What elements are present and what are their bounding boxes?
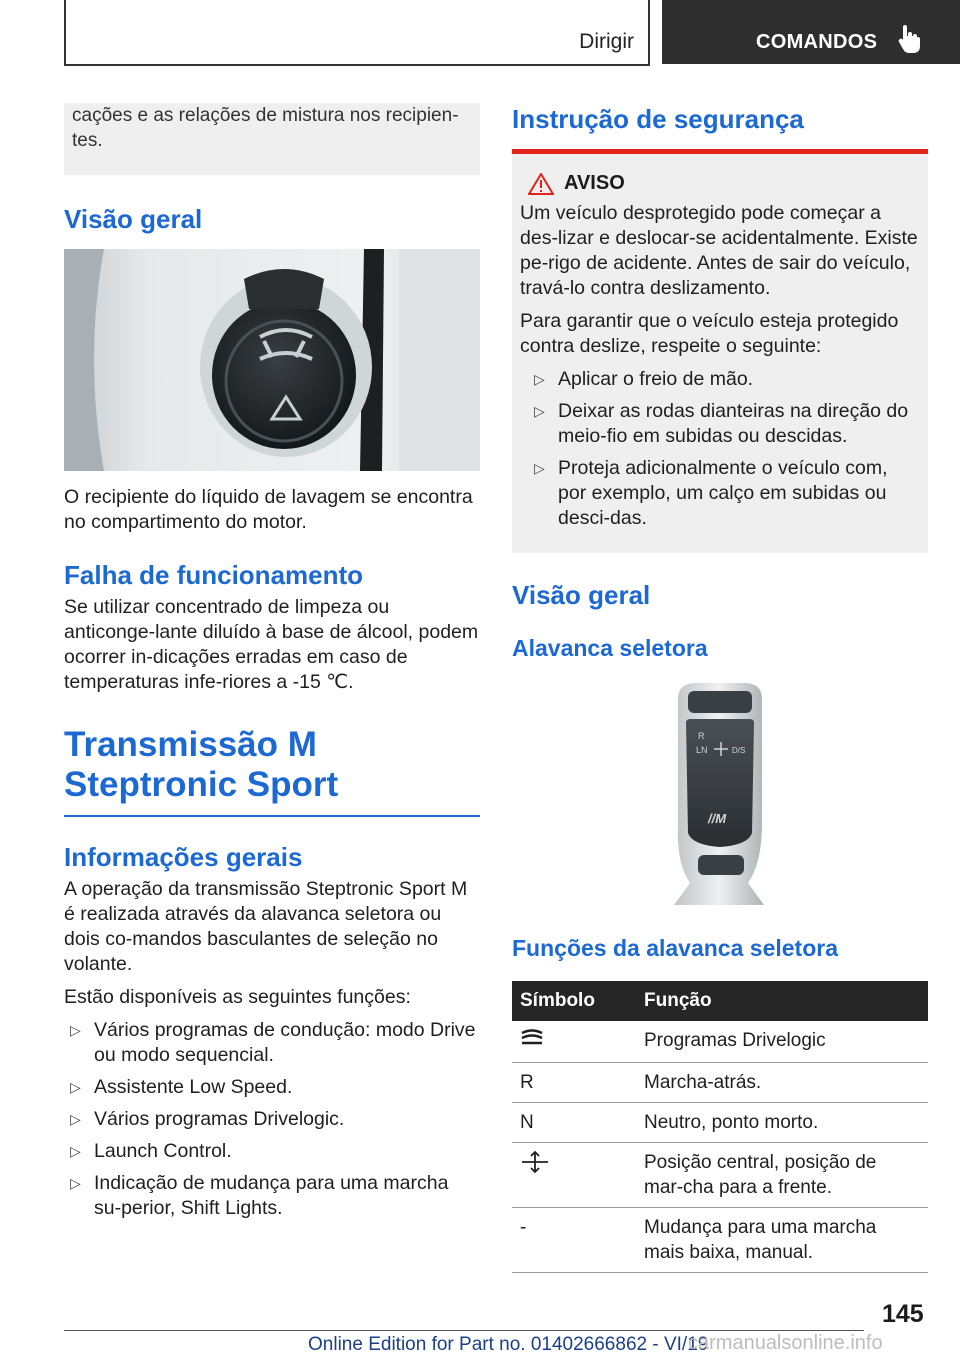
alavanca-heading: Alavanca seletora (512, 635, 708, 661)
table-cell-function: Posição central, posição de mar-cha para a frente. (636, 1143, 928, 1208)
table-header-row (512, 981, 928, 1021)
triangle-bullet-icon: ▷ (70, 1111, 81, 1127)
footer-rule (64, 1330, 864, 1331)
footer-watermark: carmanualsonline.info (688, 1332, 883, 1354)
warning-box (512, 149, 928, 553)
list-item: ▷ Aplicar o freio de mão. (534, 368, 754, 390)
table-header-symbol: Símbolo (512, 981, 636, 1021)
hand-pointer-icon (898, 25, 920, 53)
list-item: ▷ Proteja adicionalmente o veículo com, por exemplo, um calço em subidas ou desci-das. (534, 457, 888, 529)
triangle-bullet-icon: ▷ (534, 460, 545, 476)
triangle-bullet-icon: ▷ (70, 1175, 81, 1191)
triangle-bullet-icon: ▷ (70, 1079, 81, 1095)
table-cell-function: Marcha-atrás. (636, 1063, 928, 1103)
center-position-icon (520, 1150, 550, 1174)
continuation-box (64, 103, 480, 175)
safety-heading: Instrução de segurança (512, 104, 804, 134)
functions-intro: Estão disponíveis as seguintes funções: (64, 986, 411, 1008)
header-chapter-label: COMANDOS (756, 31, 878, 53)
washer-reservoir-photo (64, 249, 480, 471)
table-cell-function: Programas Drivelogic (636, 1021, 928, 1063)
continuation-text: cações e as relações de mistura nos recipien-tes. (72, 105, 459, 151)
warning-list (528, 367, 920, 531)
svg-text:R: R (698, 731, 705, 741)
warning-label: AVISO (564, 172, 625, 194)
page-number: 145 (882, 1300, 924, 1328)
warning-paragraph-1: Um veículo desprotegido pode começar a des-lizar e deslocar-se acidentalmente. Existe pe-rigo de acidente. Antes de sair do veículo, travá-lo contra deslizamento. (520, 202, 918, 299)
visao-geral-heading: Visão geral (64, 204, 203, 234)
triangle-bullet-icon: ▷ (70, 1143, 81, 1159)
table-cell-symbol: N (512, 1103, 636, 1143)
functions-table (512, 981, 928, 1273)
table-header-function: Função (636, 981, 928, 1021)
left-column (64, 103, 480, 1228)
info-gerais-text: A operação da transmissão Steptronic Sport M é realizada através da alavanca seletora ou dois co-mandos basculantes de seleção no volante. (64, 878, 468, 975)
footer-edition: Online Edition for Part no. 01402666862 - VI/19 (308, 1334, 709, 1355)
right-column (512, 103, 928, 1273)
drivelogic-icon (520, 1028, 544, 1048)
triangle-bullet-icon: ▷ (534, 371, 545, 387)
table-cell-function: Neutro, ponto morto. (636, 1103, 928, 1143)
svg-text:D/S: D/S (732, 746, 746, 755)
transmission-heading: Transmissão M Steptronic Sport (64, 725, 339, 804)
warning-triangle-icon (528, 173, 554, 195)
info-gerais-heading: Informações gerais (64, 842, 303, 872)
table-row (512, 1021, 928, 1063)
header-chapter-tab (662, 0, 960, 64)
visao-geral-heading-right: Visão geral (512, 580, 651, 610)
table-cell-symbol: - (512, 1208, 636, 1273)
table-row (512, 1063, 928, 1103)
warning-header (528, 172, 920, 195)
functions-list (64, 1018, 480, 1221)
triangle-bullet-icon: ▷ (70, 1022, 81, 1038)
falha-text: Se utilizar concentrado de limpeza ou anticonge-lante diluído à base de álcool, podem ocorrer in-dicações erradas em caso de temperaturas infe-riores a -15 ℃. (64, 596, 479, 693)
transmission-title-block (64, 725, 480, 817)
list-item: ▷ Deixar as rodas dianteiras na direção do meio-fio em subidas ou descidas. (534, 400, 909, 447)
warning-paragraph-2: Para garantir que o veículo esteja protegido contra deslize, respeite o seguinte: (520, 310, 899, 357)
triangle-bullet-icon: ▷ (534, 403, 545, 419)
list-item: ▷ Launch Control. (70, 1140, 232, 1162)
list-item: ▷ Assistente Low Speed. (70, 1076, 293, 1098)
list-item: ▷ Vários programas de condução: modo Drive ou modo sequencial. (70, 1019, 476, 1066)
list-item: ▷ Indicação de mudança para uma marcha su-perior, Shift Lights. (70, 1172, 449, 1219)
svg-text:LN: LN (696, 745, 708, 755)
table-cell-symbol: R (512, 1063, 636, 1103)
header-section-label: Dirigir (579, 30, 634, 53)
falha-heading: Falha de funcionamento (64, 560, 364, 590)
list-item: ▷ Vários programas Drivelogic. (70, 1108, 345, 1130)
svg-text://M: //M (708, 811, 727, 826)
funcoes-heading: Funções da alavanca seletora (512, 935, 838, 961)
table-cell-function: Mudança para uma marcha mais baixa, manual. (636, 1208, 928, 1273)
header-section-box (64, 0, 650, 66)
table-row (512, 1143, 928, 1208)
table-row (512, 1103, 928, 1143)
washer-caption: O recipiente do líquido de lavagem se encontra no compartimento do motor. (64, 486, 473, 533)
table-row (512, 1208, 928, 1273)
selector-lever-photo (512, 683, 928, 905)
